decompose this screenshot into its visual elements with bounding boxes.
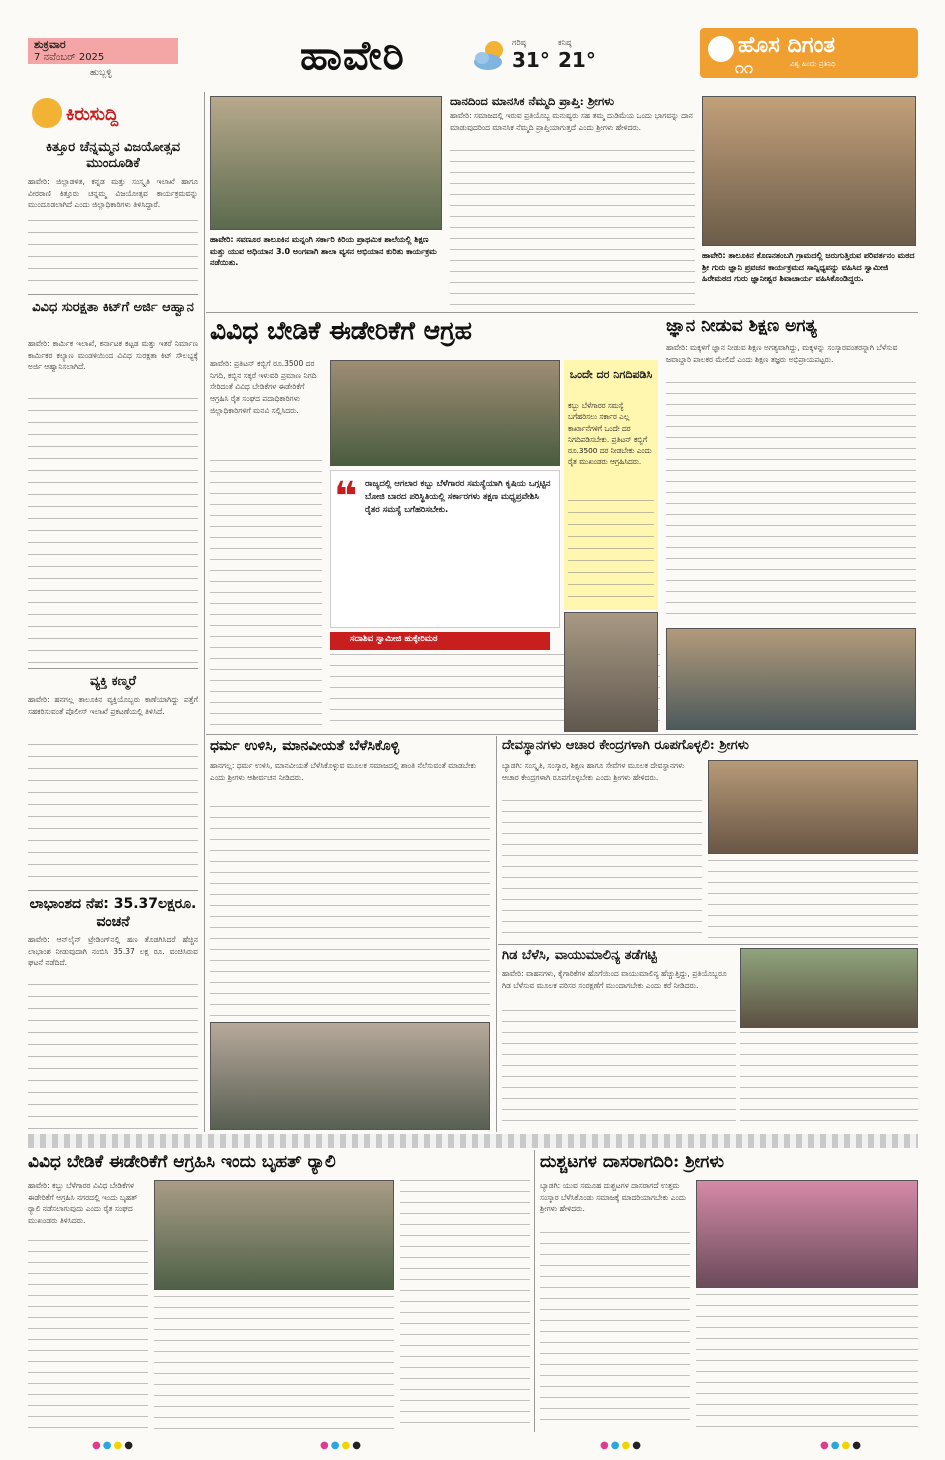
divider [28,668,198,669]
print-marks: ●●●● [92,1440,135,1451]
temp-max-label: ಗರಿಷ್ಠ [512,38,526,47]
story-lead: ಹಾವೇರಿ: ಕಬ್ಬು ಬೆಳೆಗಾರರ ವಿವಿಧ ಬೇಡಿಕೆಗಳ ಈಡೇರಿಕೆಗೆ ಆಗ್ರಹಿಸಿ ನಗರದಲ್ಲಿ ಇಂದು ಬೃಹತ್ ರ್‍ಯಾಲಿ ನಡೆಸಲಾಗುವುದು ಎಂದು ರೈತ ಸಂಘದ ಮುಖಂಡರು ತಿಳಿಸಿದರು. [28,1181,138,1225]
brief-title: ವ್ಯಕ್ತಿ ಕಣ್ಮರೆ [89,674,137,689]
side-photo [564,612,658,732]
brand-name: ಹೊಸ ದಿಗಂತ [738,32,836,58]
tree-planting-photo [740,948,918,1028]
brief-body: ಹಾವೇರಿ: ಆನ್‌ಲೈನ್ ಟ್ರೇಡಿಂಗ್‌ನಲ್ಲಿ ಹಣ ತೊಡಗಿಸಿದರೆ ಹೆಚ್ಚಿನ ಲಾಭಾಂಶ ನೀಡುವುದಾಗಿ ನಂಬಿಸಿ 35.37 ಲಕ್ಷ ರೂ. ವಂಚಿಸಿರುವ ಘಟನೆ ನಡೆದಿದೆ. [28,935,198,968]
story-text-fill [28,1240,148,1430]
story-text-fill [740,1032,918,1130]
story-headline: ಧರ್ಮ ಉಳಿಸಿ, ಮಾನವೀಯತೆ ಬೆಳೆಸಿಕೊಳ್ಳಿ [210,738,400,754]
city-label: ಹುಬ್ಬಳ್ಳಿ [90,68,112,78]
temp-min: 21° [558,48,596,72]
story-lead: ಹಾನಗಲ್ಲ: ಧರ್ಮ ಉಳಿಸಿ, ಮಾನವೀಯತೆ ಬೆಳೆಸಿಕೊಳ್ಳುವ ಮೂಲಕ ಸಮಾಜದಲ್ಲಿ ಶಾಂತಿ ನೆಲೆಸುವಂತೆ ಮಾಡಬೇಕು ಎಂದು ಶ್ರೀಗಳು ಆಶೀರ್ವಚನ ನೀಡಿದರು. [210,761,477,782]
story-text-fill [502,800,702,940]
main-lead: ಹಾವೇರಿ: ಪ್ರತಿಟನ್ ಕಬ್ಬಿಗೆ ರೂ.3500 ದರ ನಿಗದಿ, ಕಬ್ಬಿನ ಸಕ್ಕರೆ ಇಳುವರಿ ಪ್ರಮಾಣ ನಿಗದಿ ಸೇರಿದಂತೆ ವಿವಿಧ ಬೇಡಿಕೆಗಳ ಈಡೇರಿಕೆಗೆ ಆಗ್ರಹಿಸಿ ರೈತ ಸಂಘದ ಪದಾಧಿಕಾರಿಗಳು ಜಿಲ್ಲಾಧಿಕಾರಿಗಳಿಗೆ ಮನವಿ ಸಲ್ಲಿಸಿದರು. [210,359,317,415]
story-headline: ದೇವಸ್ಥಾನಗಳು ಆಚಾರ ಕೇಂದ್ರಗಳಾಗಿ ರೂಪಗೊಳ್ಳಲಿ: ಶ್ರೀಗಳು [502,738,749,753]
photo-caption: ಹಾವೇರಿ: ತಾಲೂಕಿನ ಕೊಣನತಂಬಗಿ ಗ್ರಾಮದಲ್ಲಿ ಜರುಗುತ್ತಿರುವ ಪರಿವರ್ತನಂ ಮಠದ ಶ್ರೀ ಗುರು ಜ್ಞಾನಿ ಪ್ರವಚನ ಕಾರ್ಯಕ್ರಮದ ಸಾನ್ನಿಧ್ಯವನ್ನು ವಹಿಸಿದ ಸ್ವಾಮೀಜಿ ಹಿರೇಮಠದ ಗುರು ಜ್ಞಾನೀಶ್ವರ ಶಿವಾಚಾರ್ಯ ವಹಿಸಿಕೊಂಡಿದ್ದರು. [702,251,915,284]
right-lead: ಹಾವೇರಿ: ಮಕ್ಕಳಿಗೆ ಜ್ಞಾನ ನೀಡುವ ಶಿಕ್ಷಣ ಅಗತ್ಯವಾಗಿದ್ದು, ಮಕ್ಕಳನ್ನು ಸಂಸ್ಕಾರವಂತರನ್ನಾಗಿ ಬೆಳೆಸುವ ಜವಾಬ್ದಾರಿ ಪಾಲಕರ ಮೇಲಿದೆ ಎಂದು ಶಿಕ್ಷಣ ತಜ್ಞರು ಅಭಿಪ್ರಾಯಪಟ್ಟರು. [666,343,898,364]
brand-logo-icon [708,36,734,62]
column-rule [204,92,205,1132]
column-rule [496,736,497,1132]
temp-min-label: ಕನಿಷ್ಠ [558,38,572,47]
main-text-fill [210,460,322,730]
print-marks: ●●●● [320,1440,363,1451]
story-text-fill [502,1010,736,1130]
story-text-fill [154,1296,394,1430]
divider [206,734,918,735]
swamiji-event-photo [696,1180,918,1288]
photo-caption: ಹಾವೇರಿ: ಸವಣೂರ ತಾಲೂಕಿನ ಮನ್ನಂಗಿ ಸರ್ಕಾರಿ ಕಿರಿಯ ಪ್ರಾಥಮಿಕ ಶಾಲೆಯಲ್ಲಿ ಶಿಕ್ಷಣ ಮತ್ತು ಯುವ ಅಧಿಯಾನ 3.0 ಅಂಗವಾಗಿ ಶಾಲಾ ವ್ಯಸನ ಅಭಿಯಾನ ಕುರಿತು ಕಾರ್ಯಕ್ರಮ ನಡೆಯಿತು. [210,235,437,268]
story-text-fill [708,860,918,940]
brief-title: ವಿವಿಧ ಸುರಕ್ಷತಾ ಕಿಟ್‌ಗೆ ಅರ್ಜಿ ಆಹ್ವಾನ [32,300,194,315]
day-label: ಶುಕ್ರವಾರ [34,38,66,51]
story-headline: ವಿವಿಧ ಬೇಡಿಕೆ ಈಡೇರಿಕೆಗೆ ಆಗ್ರಹಿಸಿ ಇಂದು ಬೃಹತ್ ರ್‍ಯಾಲಿ [28,1152,336,1172]
story-headline: ಗಿಡ ಬೆಳೆಸಿ, ವಾಯುಮಾಲಿನ್ಯ ತಡೆಗಟ್ಟಿ [502,948,657,963]
main-headline: ವಿವಿಧ ಬೇಡಿಕೆ ಈಡೇರಿಕೆಗೆ ಆಗ್ರಹ [210,316,472,345]
brief-body: ಹಾವೇರಿ: ಹನಗಲ್ಲ ತಾಲೂಕಿನ ವ್ಯಕ್ತಿಯೊಬ್ಬರು ಕಾಣೆಯಾಗಿದ್ದು ಪತ್ತೆಗೆ ಸಹಕರಿಸುವಂತೆ ಪೊಲೀಸ್ ಇಲಾಖೆ ಪ್ರಕಟಣೆಯಲ್ಲಿ ತಿಳಿಸಿದೆ. [28,695,198,716]
print-marks: ●●●● [820,1440,863,1451]
section-label: ಕಿರುಸುದ್ದಿ [66,104,119,125]
divider [28,890,198,891]
right-headline: ಜ್ಞಾನ ನೀಡುವ ಶಿಕ್ಷಣ ಅಗತ್ಯ [666,316,817,336]
brief-title: ಲಾಭಾಂಶದ ನೆಪ: 35.37ಲಕ್ಷರೂ. ವಂಚನೆ [29,896,197,930]
story-headline: ದುಶ್ಚಟಗಳ ದಾಸರಾಗದಿರಿ: ಶ್ರೀಗಳು [540,1152,724,1172]
pointing-hand-icon [32,98,62,128]
column-rule [534,1150,535,1432]
brief-text-fill [28,744,198,886]
date-label: 7 ನವೆಂಬರ್ 2025 [34,52,105,63]
story-lead: ಹಾವೇರಿ: ವಾಹನಗಳು, ಕೈಗಾರಿಕೆಗಳ ಹೊಗೆಯಿಂದ ವಾಯುಮಾಲಿನ್ಯ ಹೆಚ್ಚುತ್ತಿದ್ದು, ಪ್ರತಿಯೊಬ್ಬರೂ ಗಿಡ ಬೆಳೆಸುವ ಮೂಲಕ ಪರಿಸರ ಸಂರಕ್ಷಣೆಗೆ ಮುಂದಾಗಬೇಕು ಎಂದು ಕರೆ ನೀಡಿದರು. [502,969,727,990]
temple-event-photo [708,760,918,854]
brief-text-fill [28,984,198,1130]
side-box-title: ಒಂದೇ ದರ ನಿಗದಿಪಡಿಸಿ [569,368,653,381]
temp-max: 31° [512,48,550,72]
story-lead: ಬ್ಯಾಡಗಿ: ಯುವ ಸಮೂಹ ದುಶ್ಚಟಗಳ ದಾಸರಾಗದೆ ಉತ್ತಮ ಸಂಸ್ಕಾರ ಬೆಳೆಸಿಕೊಂಡು ಸಮಾಜಕ್ಕೆ ಮಾದರಿಯಾಗಬೇಕು ಎಂದು ಶ್ರೀಗಳು ಹೇಳಿದರು. [540,1181,687,1214]
quote-byline: ಸದಾಶಿವ ಸ್ವಾಮೀಜಿ ಹುಕ್ಕೇರಿಮಠ [350,634,438,644]
memorandum-photo [330,360,560,466]
story-text-fill [696,1294,918,1430]
story-text-fill [210,806,490,1018]
brief-title: ಕಿತ್ತೂರ ಚೆನ್ನಮ್ಮನ ವಿಜಯೋತ್ಸವ ಮುಂದೂಡಿಕೆ [45,140,181,172]
page-number: ೧೧ [735,58,753,77]
partly-cloudy-icon [470,36,510,76]
brief-body: ಹಾವೇರಿ: ಜಿಲ್ಲಾಡಳಿತ, ಕನ್ನಡ ಮತ್ತು ಸಂಸ್ಕೃತಿ ಇಲಾಖೆ ಹಾಗೂ ವೀರರಾಣಿ ಕಿತ್ತೂರು ಚನ್ನಮ್ಮ ವಿಜಯೋತ್ಸವ ಕಾರ್ಯಕ್ರಮವನ್ನು ಮುಂದೂಡಲಾಗಿದೆ ಎಂದು ಜಿಲ್ಲಾಧಿಕಾರಿಗಳು ತಿಳಿಸಿದ್ದಾರೆ. [28,177,198,210]
rally-announcement-photo [154,1180,394,1290]
school-event-photo [210,96,442,230]
page-title: ಹಾವೇರಿ [300,32,405,79]
side-text-fill [568,500,654,604]
story-text-fill [450,150,695,308]
divider [28,294,198,295]
story-headline: ದಾನದಿಂದ ಮಾನಸಿಕ ನೆಮ್ಮದಿ ಪ್ರಾಪ್ತಿ: ಶ್ರೀಗಳು [450,94,615,108]
story-lead: ಬ್ಯಾಡಗಿ: ಸಂಸ್ಕೃತಿ, ಸಂಸ್ಕಾರ, ಶಿಕ್ಷಣ ಹಾಗೂ ಸೇವೆಗಳ ಮೂಲಕ ದೇವಸ್ಥಾನಗಳು ಆಚಾರ ಕೇಂದ್ರಗಳಾಗಿ ರೂಪಗೊಳ್ಳಬೇಕು ಎಂದು ಶ್ರೀಗಳು ಹೇಳಿದರು. [502,761,685,782]
religious-event-photo [702,96,916,246]
quote-text: ರಾಜ್ಯದಲ್ಲಿ ಆಗಲಾರ ಕಬ್ಬು ಬೆಳೆಗಾರರ ಸಮಸ್ಯೆಯಾಗಿ ಕೃಷಿಯ ಒಗ್ಗಟ್ಟಿನ ಬೋಜಿ ಬಾರದ ಪರಿಸ್ಥಿತಿಯಲ್ಲಿ ಸರ್ಕಾರಗಳು ತಕ್ಷಣ ಮಧ್ಯಪ್ರವೇಶಿಸಿ ರೈತರ ಸಮಸ್ಯೆ ಬಗೆಹರಿಸಬೇಕು. [365,479,551,515]
brief-body: ಹಾವೇರಿ: ಕಾರ್ಮಿಕ ಇಲಾಖೆ, ಕರ್ನಾಟಕ ಕಟ್ಟಡ ಮತ್ತು ಇತರೆ ನಿರ್ಮಾಣ ಕಾರ್ಮಿಕರ ಕಲ್ಯಾಣ ಮಂಡಳಿಯಿಂದ ವಿವಿಧ ಸುರಕ್ಷತಾ ಕಿಟ್ ಸೌಲಭ್ಯಕ್ಕೆ ಅರ್ಜಿ ಆಹ್ವಾನಿಸಲಾಗಿದೆ. [28,339,198,372]
story-text-fill [400,1180,530,1430]
divider [498,944,918,945]
right-text-fill [666,382,916,622]
brief-text-fill [28,398,198,666]
divider [206,312,918,313]
brand-tagline: ವಿಶ್ವ ಹಿಂದು ಪ್ರತಿನಿಧಿ [790,60,836,68]
function-photo [210,1022,490,1130]
classroom-photo [666,628,916,730]
story-lead: ಹಾವೇರಿ: ಸಮಾಜದಲ್ಲಿ ಇರುವ ಪ್ರತಿಯೊಬ್ಬ ಮನುಷ್ಯರು ಸಹ ತಮ್ಮ ದುಡಿಮೆಯ ಒಂದು ಭಾಗವನ್ನು ದಾನ ಮಾಡುವುದರಿಂದ ಮಾನಸಿಕ ನೆಮ್ಮದಿ ಪ್ರಾಪ್ತಿಯಾಗುತ್ತದೆ ಎಂದು ಶ್ರೀಗಳು ಹೇಳಿದರು. [450,111,693,132]
story-text-fill [540,1232,690,1430]
print-marks: ●●●● [600,1440,643,1451]
side-box-text: ಕಬ್ಬು ಬೆಳೆಗಾರರ ಸಮಸ್ಯೆ ಬಗೆಹರಿಸಲು ಸರ್ಕಾರ ಎಲ್ಲ ಕಾರ್ಖಾನೆಗಳಿಗೆ ಒಂದೇ ದರ ನಿಗದಿಪಡಿಸಬೇಕು. ಪ್ರತಿಟನ್ ಕಬ್ಬಿಗೆ ರೂ.3500 ದರ ನೀಡಬೇಕು ಎಂದು ರೈತ ಮುಖಂಡರು ಆಗ್ರಹಿಸಿದರು. [568,401,652,467]
quote-icon: ❝ [334,474,358,520]
section-divider-bar [28,1134,918,1148]
brief-text-fill [28,220,198,290]
